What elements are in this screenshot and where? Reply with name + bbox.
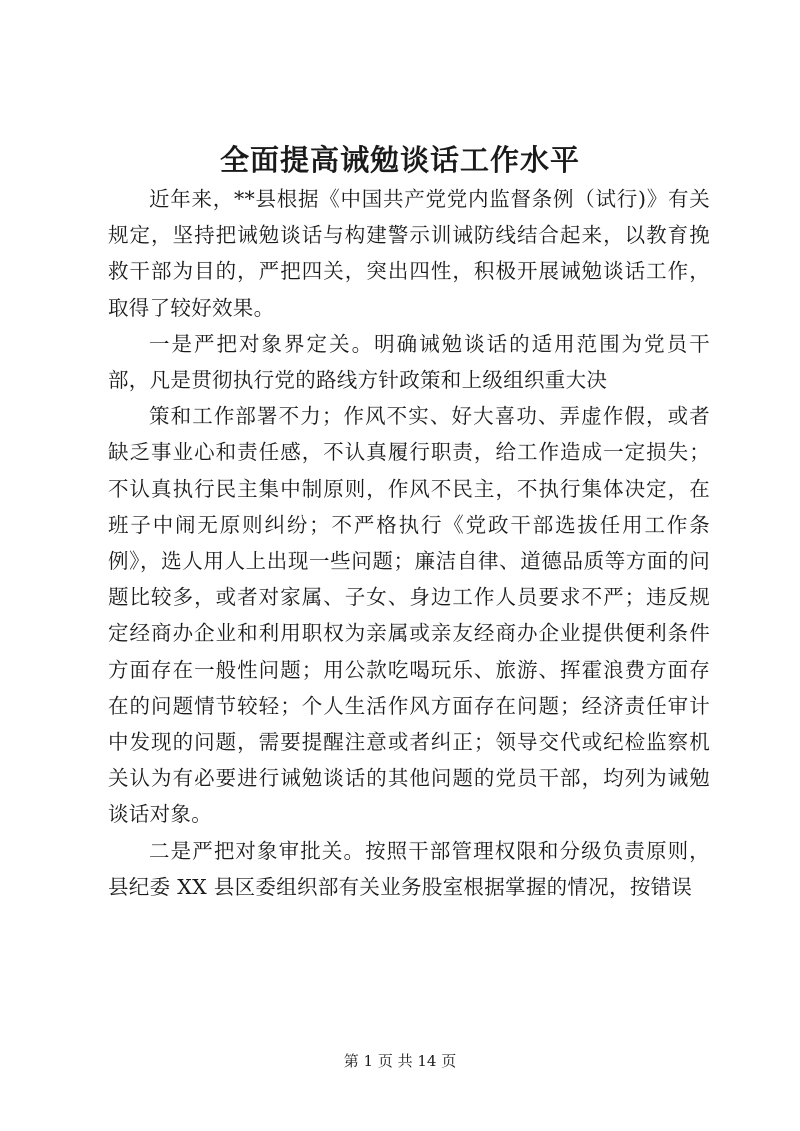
paragraph-point-one: 一是严把对象界定关。明确诫勉谈话的适用范围为党员干部，凡是贯彻执行党的路线方针政策和上级组织重大决 — [108, 331, 710, 393]
paragraph-intro: 近年来，**县根据《中国共产党党内监督条例（试行)》有关规定，坚持把诫勉谈话与构建警示训诫防线结合起来，以教育挽救干部为目的，严把四关，突出四性，积极开展诫勉谈话工作，取得了较好效果。 — [108, 187, 710, 320]
paragraph-point-two: 二是严把对象审批关。按照干部管理权限和分级负责原则，县纪委 XX 县区委组织部有关业务股室根据掌握的情况，按错误 — [108, 838, 710, 899]
page-footer: 第 1 页 共 14 页 — [343, 1052, 457, 1070]
paragraph-point-one-continued: 策和工作部署不力；作风不实、好大喜功、弄虚作假，或者缺乏事业心和责任感，不认真履行职责，给工作造成一定损失；不认真执行民主集中制原则，作风不民主，不执行集体决定，在班子中闹无原则纠纷；不严格执行《党政干部选拔任用工作条例》，选人用人上出现一些问题；廉洁自律、道德品质等方面的问题比较多，或者对家属、子女、身边工作人员要求不严；违反规定经商办企业和利用职权为亲属或亲友经商办企业提供便利条件方面存在一般性问题；用公款吃喝玩乐、旅游、挥霍浪费方面存在的问题情节较轻；个人生活作风方面存在问题；经济责任审计中发现的问题，需要提醒注意或者纠正；领导交代或纪检监察机关认为有必要进行诫勉谈话的其他问题的党员干部，均列为诫勉谈话对象。 — [108, 404, 710, 827]
document-body — [108, 181, 710, 905]
document-title: 全面提高诫勉谈话工作水平 — [219, 143, 580, 177]
